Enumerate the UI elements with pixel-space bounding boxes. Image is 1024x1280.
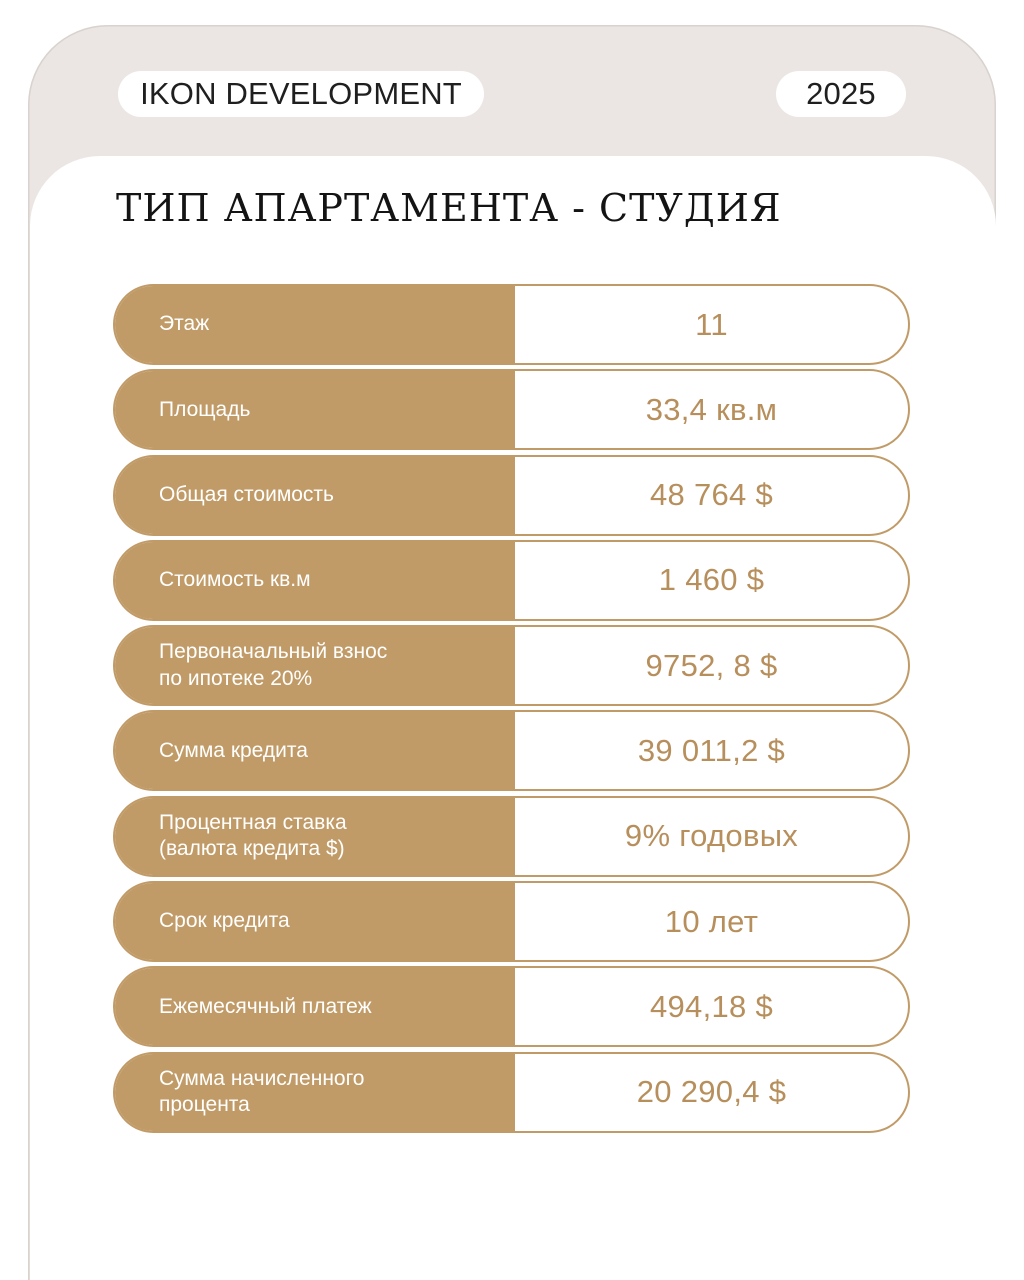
row-price-per-sqm xyxy=(113,540,910,621)
row-label: Первоначальный взнос по ипотеке 20% xyxy=(115,627,515,704)
row-label: Процентная ставка (валюта кредита $) xyxy=(115,798,515,875)
row-value: 1 460 $ xyxy=(658,562,765,598)
row-label: Общая стоимость xyxy=(115,457,515,534)
details-table xyxy=(113,284,910,1137)
row-label: Сумма кредита xyxy=(115,712,515,789)
row-value: 494,18 $ xyxy=(649,988,774,1024)
row-label: Стоимость кв.м xyxy=(115,542,515,619)
row-interest-rate xyxy=(113,796,910,877)
year-label: 2025 xyxy=(806,76,876,111)
row-value: 20 290,4 $ xyxy=(636,1074,787,1110)
row-label: Сумма начисленного процента xyxy=(115,1054,515,1131)
brand-name: IKON DEVELOPMENT xyxy=(140,76,462,111)
row-monthly-payment xyxy=(113,966,910,1047)
row-label: Этаж xyxy=(115,286,515,363)
row-label: Ежемесячный платеж xyxy=(115,968,515,1045)
row-value: 10 лет xyxy=(664,903,759,939)
row-value: 33,4 кв.м xyxy=(645,391,778,427)
row-value: 9752, 8 $ xyxy=(645,647,778,683)
year-badge xyxy=(776,71,906,117)
row-loan-amount xyxy=(113,710,910,791)
row-value: 48 764 $ xyxy=(649,477,774,513)
row-value: 11 xyxy=(695,306,728,342)
row-total-interest xyxy=(113,1052,910,1133)
row-label: Срок кредита xyxy=(115,883,515,960)
row-value: 39 011,2 $ xyxy=(637,732,786,768)
row-label: Площадь xyxy=(115,371,515,448)
brand-badge xyxy=(118,71,484,117)
row-total-price xyxy=(113,455,910,536)
row-area xyxy=(113,369,910,450)
row-floor xyxy=(113,284,910,365)
page-title: ТИП АПАРТАМЕНТА - СТУДИЯ xyxy=(116,186,782,230)
row-loan-term xyxy=(113,881,910,962)
row-value: 9% годовых xyxy=(624,818,799,854)
row-down-payment xyxy=(113,625,910,706)
